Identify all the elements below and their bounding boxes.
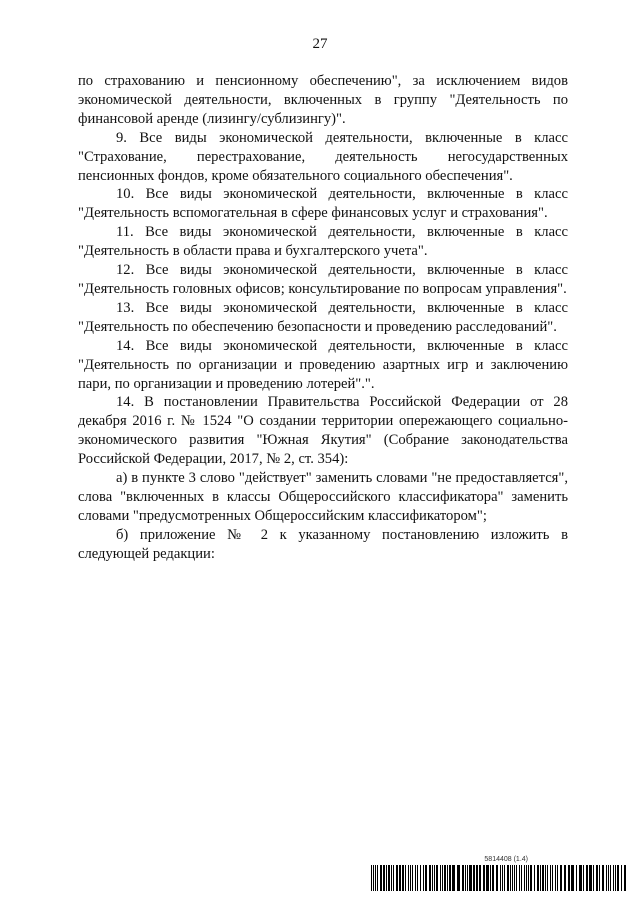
paragraph-item-10: 10. Все виды экономической деятельности, включенные в класс "Деятельность вспомогательная в сфере финансовых услуг и страхования".: [78, 186, 568, 222]
paragraph-item-14: 14. Все виды экономической деятельности, включенные в класс "Деятельность по организации и проведению азартных игр и заключению пари, по организации и проведению лотерей".".: [78, 337, 568, 392]
paragraph-subitem-a: а) в пункте 3 слово "действует" заменить словами "не предоставляется", слова "включенных в классы Общероссийского классификатора" заменить словами "предусмотренных Общероссийским классификатором";: [78, 470, 568, 524]
paragraph-item-11: 11. Все виды экономической деятельности, включенные в класс "Деятельность в области права и бухгалтерского учета".: [78, 224, 568, 260]
barcode-icon: [370, 865, 628, 891]
paragraph-section-14: 14. В постановлении Правительства Российской Федерации от 28 декабря 2016 г. № 1524 "О создании территории опережающего социально-экономического развития "Южная Якутия" (Собрание законодательства Российской Федерации, 2017, № 2, ст. 354):: [78, 394, 568, 468]
paragraph-item-12: 12. Все виды экономической деятельности, включенные в класс "Деятельность головных офисов; консультирование по вопросам управления".: [78, 262, 568, 297]
document-body: [78, 72, 568, 564]
paragraph-item-9: 9. Все виды экономической деятельности, включенные в класс "Страхование, перестрахование, деятельность негосударственных пенсионных фондов, кроме обязательного социального обеспечения".: [78, 129, 568, 184]
paragraph-continuation: по страхованию и пенсионному обеспечению", за исключением видов экономической деятельности, включенных в группу "Деятельность по финансовой аренде (лизингу/сублизингу)".: [78, 73, 568, 127]
page-number: 27: [312, 36, 328, 52]
barcode-block: [370, 856, 628, 891]
paragraph-item-13: 13. Все виды экономической деятельности, включенные в класс "Деятельность по обеспечению безопасности и проведению расследований".: [78, 299, 568, 335]
paragraph-subitem-b: б) приложение № 2 к указанному постановлению изложить в следующей редакции:: [78, 526, 568, 562]
barcode-caption: 5814408 (1.4): [484, 856, 528, 863]
